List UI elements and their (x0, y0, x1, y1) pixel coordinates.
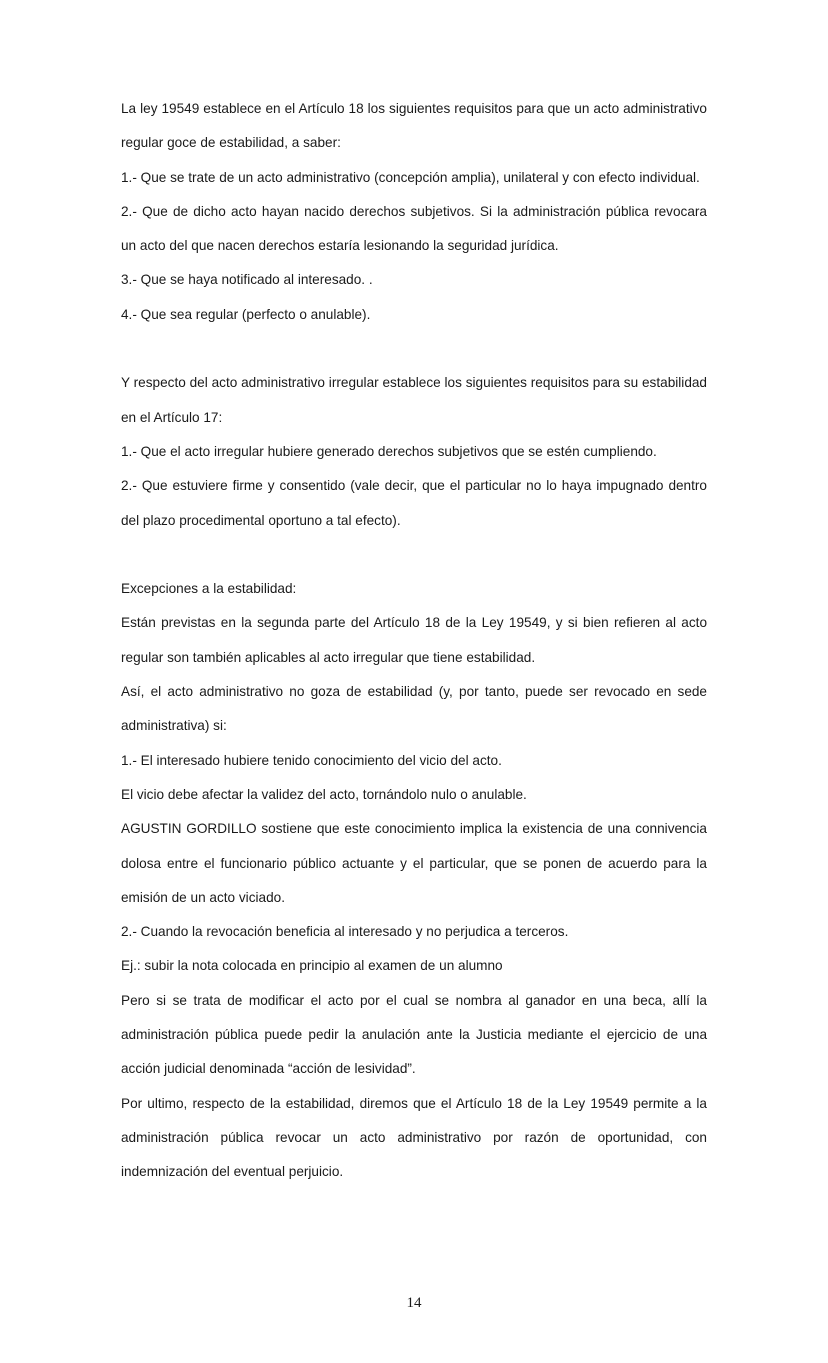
requirement-1-regular: 1.- Que se trate de un acto administrativo (concepción amplia), unilateral y con efecto individual. (121, 169, 700, 185)
paragraph-conclusion: Por ultimo, respecto de la estabilidad, diremos que el Artículo 18 de la Ley 19549 permite a la administración pública revocar un acto administrativo por razón de oportunidad, con indemnización del eventual perjuicio. (121, 1095, 707, 1180)
paragraph-gap (121, 538, 707, 572)
paragraph-intro-regular: La ley 19549 establece en el Artículo 18 los siguientes requisitos para que un acto administrativo regular goce de estabilidad, a saber: (121, 101, 707, 151)
paragraph-gordillo: AGUSTIN GORDILLO sostiene que este conocimiento implica la existencia de una connivencia dolosa entre el funcionario público actuante y el particular, que se ponen de acuerdo para la emisión de un acto viciado. (121, 821, 707, 905)
requirement-3-regular: 3.- Que se haya notificado al interesado. . (121, 272, 373, 288)
exception-2: 2.- Cuando la revocación beneficia al interesado y no perjudica a terceros. (121, 924, 569, 940)
paragraph-exceptions-intro: Están previstas en la segunda parte del Artículo 18 de la Ley 19549, y si bien refieren al acto regular son también aplicables al acto irregular que tiene estabilidad. (121, 615, 707, 665)
paragraph-gap (121, 332, 707, 366)
requirement-4-regular: 4.- Que sea regular (perfecto o anulable). (121, 306, 371, 322)
paragraph-intro-irregular: Y respecto del acto administrativo irregular establece los siguientes requisitos para su estabilidad en el Artículo 17: (121, 375, 707, 425)
paragraph-no-stability: Así, el acto administrativo no goza de estabilidad (y, por tanto, puede ser revocado en sede administrativa) si: (121, 684, 707, 734)
exception-1: 1.- El interesado hubiere tenido conocimiento del vicio del acto. (121, 752, 502, 768)
body-text (121, 92, 707, 1190)
exception-2-example: Ej.: subir la nota colocada en principio al examen de un alumno (121, 958, 503, 974)
requirement-2-regular: 2.- Que de dicho acto hayan nacido derechos subjetivos. Si la administración pública revocara un acto del que nacen derechos estaría lesionando la seguridad jurídica. (121, 203, 707, 254)
requirement-1-irregular: 1.- Que el acto irregular hubiere generado derechos subjetivos que se estén cumpliendo. (121, 443, 657, 459)
requirement-2-irregular: 2.- Que estuviere firme y consentido (vale decir, que el particular no lo haya impugnado dentro del plazo procedimental oportuno a tal efecto). (121, 478, 707, 528)
section-heading-exceptions: Excepciones a la estabilidad: (121, 581, 297, 597)
page-number: 14 (406, 1295, 422, 1311)
exception-1-note: El vicio debe afectar la validez del acto, tornándolo nulo o anulable. (121, 786, 527, 802)
paragraph-lesividad: Pero si se trata de modificar el acto por el cual se nombra al ganador en una beca, allí la administración pública puede pedir la anulación ante la Justicia mediante el ejercicio de una acción judicial denominada “acción de lesividad”. (121, 992, 707, 1077)
